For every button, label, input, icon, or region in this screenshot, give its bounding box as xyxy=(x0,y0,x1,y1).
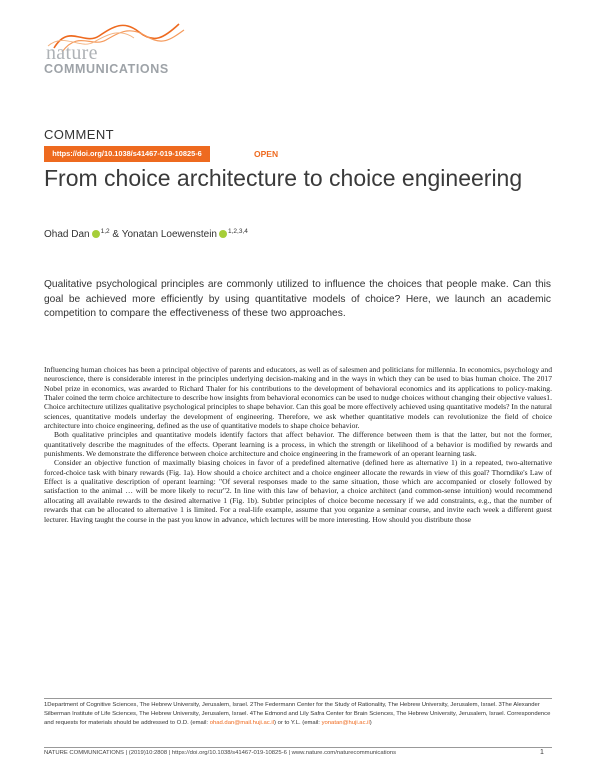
affiliations-text: 1Department of Cognitive Sciences, The Hebrew University, Jerusalem, Israel. 2The Federmann Center for the Study of Rationality, The Hebrew University, Jerusalem, Israel. 3The Alexander Silberman Institute of Life Sciences, The Hebrew University, Jerusalem, Israel. 4The Edmond and Lily Safra Center for Brain Sciences, The Hebrew University, Jerusalem, Israel. Correspondence and requests for materials should be addressed to O.D. (email: xyxy=(44,702,551,727)
author-name[interactable]: Ohad Dan xyxy=(44,229,90,240)
doi-link[interactable]: https://doi.org/10.1038/s41467-019-10825-6 xyxy=(44,146,210,162)
affiliations-mid: ) or to Y.L. (email: xyxy=(273,720,322,727)
author-separator: & xyxy=(112,229,120,240)
article-type: COMMENT xyxy=(44,127,114,142)
abstract: Qualitative psychological principles are commonly utilized to influence the choices that people make. Can this goal be achieved more efficiently by using quantitative models of choice? Here, we launch an academic competition to compare the effectiveness of these two approaches. xyxy=(44,279,551,319)
email-link[interactable]: ohad.dan@mail.huji.ac.il xyxy=(209,720,274,727)
logo-nature-text: nature xyxy=(46,42,98,64)
author-name[interactable]: Yonatan Loewenstein xyxy=(121,229,217,240)
footnote-divider xyxy=(44,698,552,699)
body-paragraph: Consider an objective function of maximally biasing choices in favor of a predefined alternative (defined here as alternative 1) in a repeated, two-alternative forced-choice task with binary rewards (Fig. 1a). How should a choice architect and a choice engineer allocate the rewards in view of this goal? Thorndike's Law of Effect is a qualitative description of operant learning: "Of several responses made to the same situation, those which are accompanied or closely followed by satisfaction to the animal … will be more likely to recur"2. In line with this law of behavior, a choice architect (and common-sense intuition) would recommend allocating all available rewards to the desired alternative 1 (Fig. 1b). Subtler principles of choice become necessary if we add constraints, e.g., that the number of rewards that can be allocated to alternative 1 is limited. For a real-life example, assume that you organize a seminar course, and invite each week a different guest lecturer. Having taught the course in the past you know in advance, which lectures will be more interesting. How should you distribute those xyxy=(44,458,552,524)
page-number: 1 xyxy=(540,749,544,756)
email-link[interactable]: yonatan@huji.ac.il xyxy=(321,720,370,727)
author-affiliation-sup: 1,2 xyxy=(100,228,110,235)
footer-divider xyxy=(44,747,552,748)
journal-logo[interactable] xyxy=(44,18,194,74)
logo-communications-text: COMMUNICATIONS xyxy=(44,62,169,76)
page-footer xyxy=(44,750,396,756)
article-body xyxy=(44,365,552,524)
open-access-badge: OPEN xyxy=(254,149,279,159)
orcid-icon[interactable] xyxy=(219,230,227,238)
author-list xyxy=(44,228,248,240)
article-title: From choice architecture to choice engineering xyxy=(44,165,523,191)
affiliations-end: ) xyxy=(369,720,372,727)
affiliations xyxy=(44,701,552,729)
author-affiliation-sup: 1,2,3,4 xyxy=(227,228,248,235)
body-paragraph: Influencing human choices has been a principal objective of parents and educators, as well as of salesmen and politicians for millennia. In economics, psychology and neuroscience, there is considerable interest in the principles underlying decision-making and in the ways in which they can be used to bias human choice. The 2017 Nobel prize in economics, was awarded to Richard Thaler for his contributions to the development of behavioral economics and its applications to policy-making. Thaler coined the term choice architecture to describe how insights from behavioral economics can be used to nudge choices without changing their objective values1. Choice architecture utilizes qualitative psychological principles to shape behavior. Can this goal be more effectively achieved using quantitative models? In the natural sciences, quantitative models underlay the development of engineering. Therefore, we ask whether quantitative models can revolutionize the field of choice architecture into choice engineering, defined as the use of quantitative models to shape choice behavior. xyxy=(44,365,552,431)
body-paragraph: Both qualitative principles and quantitative models identify factors that affect behavior. The difference between them is that the latter, but not the former, quantitatively describe the magnitudes of the effects. Operant learning is a process, in which the strength or likelihood of a behavior is modified by rewards and punishments. We demonstrate the difference between choice architecture and choice engineering in the framework of an operant learning task. xyxy=(44,430,552,459)
footer-journal: NATURE COMMUNICATIONS xyxy=(44,750,124,756)
orcid-icon[interactable] xyxy=(92,230,100,238)
footer-citation[interactable]: | (2019)10:2808 | https://doi.org/10.1038/s41467-019-10825-6 | www.nature.com/naturecommunications xyxy=(123,750,397,756)
